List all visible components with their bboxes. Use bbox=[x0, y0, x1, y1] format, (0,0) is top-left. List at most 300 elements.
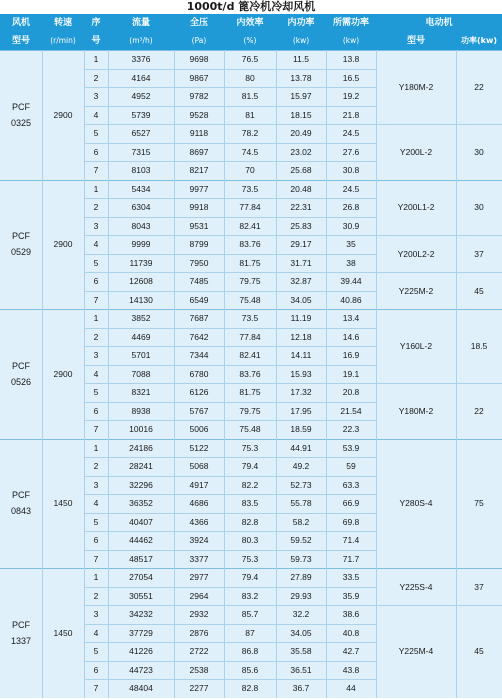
required-power-cell: 53.9 bbox=[342, 442, 360, 453]
pressure-cell: 9118 bbox=[189, 128, 209, 139]
flow-cell: 6527 bbox=[131, 128, 151, 139]
header-seq-line2: 号 bbox=[91, 36, 101, 46]
required-power-cell: 21.54 bbox=[340, 405, 362, 416]
seq-cell: 5 bbox=[93, 257, 99, 268]
header-internal-power-line1: 内功率 bbox=[287, 18, 315, 28]
header-speed bbox=[42, 14, 84, 50]
fan-model-cell bbox=[0, 309, 42, 439]
internal-power-cell: 36.7 bbox=[292, 683, 310, 694]
header-internal-power bbox=[276, 14, 326, 50]
fan-model-text: 1337 bbox=[10, 635, 32, 646]
internal-power-cell: 18.59 bbox=[290, 424, 312, 435]
required-power-cell: 38.6 bbox=[342, 609, 360, 620]
seq-cell: 2 bbox=[93, 202, 99, 213]
motor-model-text: Y200L2-2 bbox=[397, 248, 435, 259]
flow-cell: 5739 bbox=[131, 109, 151, 120]
efficiency-cell: 85.6 bbox=[241, 664, 259, 675]
required-power-cell: 30.8 bbox=[342, 165, 360, 176]
row-divider bbox=[84, 383, 376, 384]
required-power-cell: 59 bbox=[346, 461, 356, 472]
efficiency-cell: 75.48 bbox=[239, 294, 261, 305]
efficiency-cell: 83.2 bbox=[241, 590, 259, 601]
efficiency-cell: 82.41 bbox=[239, 350, 261, 361]
internal-power-cell: 13.78 bbox=[290, 72, 312, 83]
motor-divider bbox=[376, 124, 502, 125]
motor-power-cell: 45 bbox=[474, 285, 484, 296]
header-motor-model: 型号 bbox=[376, 32, 456, 50]
flow-cell: 27054 bbox=[129, 572, 153, 583]
internal-power-cell: 12.18 bbox=[290, 331, 312, 342]
efficiency-cell: 77.84 bbox=[239, 331, 261, 342]
speed-cell: 2900 bbox=[53, 368, 73, 379]
row-divider bbox=[84, 161, 376, 162]
required-power-cell: 19.1 bbox=[342, 368, 360, 379]
internal-power-cell: 15.97 bbox=[290, 91, 312, 102]
internal-power-cell: 20.48 bbox=[290, 183, 312, 194]
internal-power-cell: 15.93 bbox=[290, 368, 312, 379]
internal-power-cell: 55.78 bbox=[290, 498, 312, 509]
required-power-cell: 13.8 bbox=[342, 54, 360, 65]
seq-cell: 7 bbox=[93, 165, 99, 176]
row-divider bbox=[84, 365, 376, 366]
header-efficiency bbox=[224, 14, 276, 50]
motor-model-cell: Y160L-2 bbox=[399, 341, 433, 351]
flow-cell: 8321 bbox=[131, 387, 151, 398]
column-divider bbox=[376, 50, 377, 698]
seq-cell: 3 bbox=[93, 91, 99, 102]
flow-cell: 4164 bbox=[131, 72, 151, 83]
row-divider bbox=[84, 254, 376, 255]
row-divider bbox=[84, 494, 376, 495]
header-pressure-line1: 全压 bbox=[189, 18, 208, 28]
required-power-cell: 16.9 bbox=[342, 350, 360, 361]
required-power-cell: 13.4 bbox=[342, 313, 360, 324]
motor-divider bbox=[376, 383, 502, 384]
flow-cell: 48517 bbox=[129, 553, 153, 564]
fan-model-text: PCF bbox=[12, 360, 30, 371]
column-divider bbox=[224, 50, 225, 698]
speed-cell: 2900 bbox=[53, 239, 73, 250]
internal-power-cell: 23.02 bbox=[290, 146, 312, 157]
seq-cell: 6 bbox=[93, 276, 99, 287]
motor-power-cell: 37 bbox=[474, 581, 484, 592]
motor-model-cell: Y180M-2 bbox=[398, 405, 434, 416]
pressure-cell: 8697 bbox=[189, 146, 209, 157]
pressure-cell: 9867 bbox=[189, 72, 209, 83]
required-power-cell: 19.2 bbox=[342, 91, 360, 102]
seq-cell: 1 bbox=[93, 54, 99, 65]
pressure-cell: 8217 bbox=[189, 165, 209, 176]
row-divider bbox=[84, 69, 376, 70]
internal-power-cell: 25.83 bbox=[290, 220, 312, 231]
column-divider bbox=[326, 50, 327, 698]
row-divider bbox=[84, 476, 376, 477]
efficiency-cell: 82.2 bbox=[241, 479, 259, 490]
required-power-cell: 24.5 bbox=[342, 128, 360, 139]
efficiency-cell: 79.4 bbox=[241, 572, 259, 583]
efficiency-cell: 75.3 bbox=[241, 442, 259, 453]
row-divider bbox=[84, 124, 376, 125]
group-divider bbox=[0, 180, 502, 181]
fan-model-text: PCF bbox=[12, 490, 30, 501]
flow-cell: 5434 bbox=[131, 183, 151, 194]
header-fan-model bbox=[0, 14, 42, 50]
seq-cell: 5 bbox=[93, 128, 99, 139]
row-divider bbox=[84, 642, 376, 643]
header-flow-line1: 流量 bbox=[131, 18, 150, 28]
header-speed-unit: (r/min) bbox=[50, 36, 76, 45]
column-divider bbox=[42, 50, 43, 698]
pressure-cell: 7485 bbox=[189, 276, 209, 287]
required-power-cell: 66.9 bbox=[342, 498, 360, 509]
row-divider bbox=[84, 272, 376, 273]
efficiency-cell: 81.5 bbox=[241, 91, 259, 102]
fan-model-cell bbox=[0, 439, 42, 569]
flow-cell: 44723 bbox=[129, 664, 153, 675]
motor-model-cell: Y280S-4 bbox=[399, 498, 433, 509]
internal-power-cell: 25.68 bbox=[290, 165, 312, 176]
motor-model-cell bbox=[376, 180, 456, 236]
header-efficiency-line1: 内效率 bbox=[236, 18, 264, 28]
efficiency-cell: 73.5 bbox=[241, 313, 259, 324]
internal-power-cell: 52.73 bbox=[290, 479, 312, 490]
efficiency-cell: 83.5 bbox=[241, 498, 259, 509]
efficiency-cell: 74.5 bbox=[241, 146, 259, 157]
row-divider bbox=[84, 87, 376, 88]
seq-cell: 3 bbox=[93, 350, 99, 361]
speed-cell: 1450 bbox=[53, 627, 73, 638]
column-divider bbox=[84, 50, 85, 698]
required-power-cell: 71.7 bbox=[342, 553, 360, 564]
seq-cell: 1 bbox=[93, 442, 99, 453]
motor-power-cell: 22 bbox=[474, 405, 484, 416]
efficiency-cell: 73.5 bbox=[241, 183, 259, 194]
fan-model-text: PCF bbox=[12, 619, 30, 630]
efficiency-cell: 82.41 bbox=[239, 220, 261, 231]
table-title: 1000t/d 篦冷机冷却风机 bbox=[186, 0, 316, 13]
fan-model-text: 0526 bbox=[10, 376, 32, 387]
column-divider bbox=[108, 50, 109, 698]
flow-cell: 4952 bbox=[131, 91, 151, 102]
efficiency-cell: 87 bbox=[245, 627, 255, 638]
internal-power-cell: 20.49 bbox=[290, 128, 312, 139]
header-flow-unit: (m³/h) bbox=[129, 36, 153, 45]
header-required-power bbox=[326, 14, 376, 50]
internal-power-cell: 34.05 bbox=[290, 627, 312, 638]
efficiency-cell: 81 bbox=[245, 109, 255, 120]
flow-cell: 34232 bbox=[129, 609, 153, 620]
efficiency-cell: 79.75 bbox=[239, 405, 261, 416]
row-divider bbox=[84, 661, 376, 662]
efficiency-cell: 76.5 bbox=[241, 54, 259, 65]
efficiency-cell: 86.8 bbox=[241, 646, 259, 657]
required-power-cell: 43.8 bbox=[342, 664, 360, 675]
pressure-cell: 2538 bbox=[189, 664, 209, 675]
fan-model-cell bbox=[0, 180, 42, 310]
seq-cell: 6 bbox=[93, 664, 99, 675]
required-power-cell: 69.8 bbox=[342, 516, 360, 527]
seq-cell: 3 bbox=[93, 609, 99, 620]
motor-divider bbox=[376, 272, 502, 273]
header-required-power-line1: 所需功率 bbox=[332, 18, 369, 28]
seq-cell: 4 bbox=[93, 109, 99, 120]
required-power-cell: 42.7 bbox=[342, 646, 360, 657]
flow-cell: 40407 bbox=[129, 516, 153, 527]
pressure-cell: 7950 bbox=[189, 257, 209, 268]
flow-cell: 8043 bbox=[131, 220, 151, 231]
flow-cell: 3852 bbox=[131, 313, 151, 324]
flow-cell: 10016 bbox=[129, 424, 153, 435]
pressure-cell: 7642 bbox=[189, 331, 209, 342]
fan-model-cell bbox=[0, 568, 42, 698]
internal-power-cell: 17.95 bbox=[290, 405, 312, 416]
flow-cell: 6304 bbox=[131, 202, 151, 213]
internal-power-cell: 29.17 bbox=[290, 239, 312, 250]
seq-cell: 7 bbox=[93, 294, 99, 305]
row-divider bbox=[84, 402, 376, 403]
pressure-cell: 7687 bbox=[189, 313, 209, 324]
header-motor-power: 功率(kw) bbox=[456, 32, 502, 50]
row-divider bbox=[84, 346, 376, 347]
seq-cell: 3 bbox=[93, 220, 99, 231]
flow-cell: 24186 bbox=[129, 442, 153, 453]
seq-cell: 5 bbox=[93, 516, 99, 527]
required-power-cell: 26.8 bbox=[342, 202, 360, 213]
efficiency-cell: 83.76 bbox=[239, 368, 261, 379]
required-power-cell: 33.5 bbox=[342, 572, 360, 583]
internal-power-cell: 22.31 bbox=[290, 202, 312, 213]
efficiency-cell: 80 bbox=[245, 72, 255, 83]
internal-power-cell: 59.73 bbox=[290, 553, 312, 564]
internal-power-cell: 11.19 bbox=[290, 313, 312, 324]
internal-power-cell: 34.05 bbox=[290, 294, 312, 305]
row-divider bbox=[84, 513, 376, 514]
pressure-cell: 9782 bbox=[189, 91, 209, 102]
flow-cell: 4469 bbox=[131, 331, 151, 342]
required-power-cell: 39.44 bbox=[340, 276, 362, 287]
internal-power-cell: 14.11 bbox=[290, 350, 312, 361]
pressure-cell: 9531 bbox=[189, 220, 209, 231]
required-power-cell: 35 bbox=[346, 239, 356, 250]
row-divider bbox=[84, 605, 376, 606]
flow-cell: 11739 bbox=[129, 257, 153, 268]
fan-model-text: PCF bbox=[12, 101, 30, 112]
internal-power-cell: 59.52 bbox=[290, 535, 312, 546]
motor-power-cell: 30 bbox=[474, 146, 484, 157]
group-divider bbox=[0, 439, 502, 440]
pressure-cell: 5767 bbox=[189, 405, 209, 416]
seq-cell: 2 bbox=[93, 590, 99, 601]
motor-power-cell: 22 bbox=[474, 82, 484, 92]
internal-power-cell: 44.91 bbox=[290, 442, 312, 453]
internal-power-cell: 58.2 bbox=[292, 516, 310, 527]
required-power-cell: 14.6 bbox=[342, 331, 360, 342]
pressure-cell: 4366 bbox=[189, 516, 209, 527]
seq-cell: 7 bbox=[93, 553, 99, 564]
motor-power-cell: 30 bbox=[474, 202, 484, 213]
group-divider bbox=[0, 50, 502, 51]
pressure-cell: 9918 bbox=[189, 202, 209, 213]
efficiency-cell: 77.84 bbox=[239, 202, 261, 213]
column-divider bbox=[174, 50, 175, 698]
required-power-cell: 38 bbox=[346, 257, 356, 268]
pressure-cell: 5068 bbox=[189, 461, 209, 472]
pressure-cell: 2977 bbox=[189, 572, 209, 583]
motor-power-cell: 45 bbox=[474, 646, 484, 657]
flow-cell: 48404 bbox=[129, 683, 153, 694]
efficiency-cell: 79.75 bbox=[239, 276, 261, 287]
group-divider bbox=[0, 309, 502, 310]
pressure-cell: 2876 bbox=[189, 627, 209, 638]
seq-cell: 4 bbox=[93, 239, 99, 250]
row-divider bbox=[84, 198, 376, 199]
motor-power-cell: 75 bbox=[474, 498, 484, 509]
pressure-cell: 9977 bbox=[189, 183, 209, 194]
flow-cell: 7088 bbox=[131, 368, 151, 379]
required-power-cell: 35.9 bbox=[342, 590, 360, 601]
required-power-cell: 30.9 bbox=[342, 220, 360, 231]
row-divider bbox=[84, 235, 376, 236]
required-power-cell: 16.5 bbox=[342, 72, 360, 83]
required-power-cell: 27.6 bbox=[342, 146, 360, 157]
motor-model-cell: Y225M-2 bbox=[398, 285, 434, 296]
seq-cell: 4 bbox=[93, 368, 99, 379]
efficiency-cell: 83.76 bbox=[239, 239, 261, 250]
seq-cell: 5 bbox=[93, 387, 99, 398]
flow-cell: 5701 bbox=[131, 350, 151, 361]
row-divider bbox=[84, 217, 376, 218]
column-divider bbox=[276, 50, 277, 698]
seq-cell: 2 bbox=[93, 331, 99, 342]
pressure-cell: 2277 bbox=[189, 683, 209, 694]
seq-cell: 4 bbox=[93, 498, 99, 509]
required-power-cell: 24.5 bbox=[342, 183, 360, 194]
pressure-cell: 6549 bbox=[189, 294, 209, 305]
flow-cell: 8103 bbox=[131, 165, 151, 176]
motor-power-cell: 37 bbox=[474, 248, 484, 259]
internal-power-cell: 49.2 bbox=[292, 461, 310, 472]
row-divider bbox=[84, 420, 376, 421]
seq-cell: 3 bbox=[93, 479, 99, 490]
flow-cell: 12608 bbox=[129, 276, 153, 287]
efficiency-cell: 80.3 bbox=[241, 535, 259, 546]
seq-cell: 6 bbox=[93, 146, 99, 157]
flow-cell: 3376 bbox=[131, 54, 151, 65]
flow-cell: 41226 bbox=[129, 646, 153, 657]
internal-power-cell: 18.15 bbox=[290, 109, 312, 120]
seq-cell: 6 bbox=[93, 535, 99, 546]
required-power-cell: 20.8 bbox=[342, 387, 360, 398]
internal-power-cell: 17.32 bbox=[290, 387, 312, 398]
internal-power-cell: 11.5 bbox=[293, 54, 309, 65]
fan-model-text: 0325 bbox=[10, 117, 32, 128]
seq-cell: 1 bbox=[93, 313, 99, 324]
header-efficiency-unit: (%) bbox=[243, 36, 257, 45]
motor-model-cell: Y225M-4 bbox=[398, 646, 434, 657]
header-fan-line2: 型号 bbox=[11, 36, 30, 46]
pressure-cell: 2932 bbox=[189, 609, 209, 620]
internal-power-cell: 31.71 bbox=[290, 257, 312, 268]
motor-model-cell: Y200L-2 bbox=[399, 146, 433, 157]
column-divider bbox=[456, 50, 457, 698]
pressure-cell: 2964 bbox=[189, 590, 209, 601]
flow-cell: 36352 bbox=[129, 498, 153, 509]
row-divider bbox=[84, 291, 376, 292]
internal-power-cell: 27.89 bbox=[290, 572, 312, 583]
seq-cell: 1 bbox=[93, 572, 99, 583]
pressure-cell: 5122 bbox=[189, 442, 209, 453]
flow-cell: 32296 bbox=[129, 479, 153, 490]
fan-model-text: 0843 bbox=[10, 506, 32, 517]
seq-cell: 5 bbox=[93, 646, 99, 657]
header-pressure-unit: (Pa) bbox=[191, 36, 207, 45]
seq-cell: 4 bbox=[93, 627, 99, 638]
header-internal-power-unit: (kw) bbox=[292, 36, 310, 45]
efficiency-cell: 82.8 bbox=[241, 516, 259, 527]
header-seq-line1: 序 bbox=[91, 18, 101, 28]
row-divider bbox=[84, 531, 376, 532]
flow-cell: 8938 bbox=[131, 405, 151, 416]
row-divider bbox=[84, 328, 376, 329]
motor-model-cell: Y180M-2 bbox=[398, 82, 434, 92]
fan-model-text: 0529 bbox=[10, 247, 32, 258]
motor-model-cell: Y225S-4 bbox=[399, 581, 433, 592]
efficiency-cell: 75.3 bbox=[241, 553, 259, 564]
fan-model-cell bbox=[0, 50, 42, 180]
fan-spec-table bbox=[0, 14, 502, 700]
motor-model-text: Y200L1-2 bbox=[397, 202, 435, 213]
seq-cell: 2 bbox=[93, 72, 99, 83]
required-power-cell: 22.3 bbox=[342, 424, 360, 435]
required-power-cell: 40.86 bbox=[340, 294, 362, 305]
header-pressure bbox=[174, 14, 224, 50]
internal-power-cell: 36.51 bbox=[290, 664, 312, 675]
required-power-cell: 21.8 bbox=[342, 109, 360, 120]
pressure-cell: 7344 bbox=[189, 350, 209, 361]
speed-cell: 2900 bbox=[53, 109, 73, 120]
pressure-cell: 3377 bbox=[189, 553, 209, 564]
efficiency-cell: 70 bbox=[245, 165, 255, 176]
pressure-cell: 6126 bbox=[189, 387, 209, 398]
pressure-cell: 4917 bbox=[189, 479, 209, 490]
flow-cell: 9999 bbox=[131, 239, 151, 250]
row-divider bbox=[84, 143, 376, 144]
required-power-cell: 63.3 bbox=[342, 479, 360, 490]
internal-power-cell: 32.2 bbox=[292, 609, 310, 620]
flow-cell: 28241 bbox=[129, 461, 153, 472]
required-power-cell: 40.8 bbox=[342, 627, 360, 638]
flow-cell: 30551 bbox=[129, 590, 153, 601]
pressure-cell: 9528 bbox=[189, 109, 209, 120]
internal-power-cell: 32.87 bbox=[290, 276, 312, 287]
efficiency-cell: 79.4 bbox=[241, 461, 259, 472]
row-divider bbox=[84, 624, 376, 625]
efficiency-cell: 78.2 bbox=[241, 128, 259, 139]
header-flow bbox=[108, 14, 174, 50]
speed-cell: 1450 bbox=[53, 498, 73, 509]
efficiency-cell: 81.75 bbox=[239, 387, 261, 398]
pressure-cell: 5006 bbox=[189, 424, 209, 435]
row-divider bbox=[84, 587, 376, 588]
flow-cell: 37729 bbox=[129, 627, 153, 638]
row-divider bbox=[84, 679, 376, 680]
pressure-cell: 2722 bbox=[189, 646, 209, 657]
seq-cell: 6 bbox=[93, 405, 99, 416]
fan-model-text: PCF bbox=[12, 231, 30, 242]
required-power-cell: 44 bbox=[346, 683, 356, 694]
motor-power-cell: 18.5 bbox=[470, 341, 488, 351]
flow-cell: 44462 bbox=[129, 535, 153, 546]
